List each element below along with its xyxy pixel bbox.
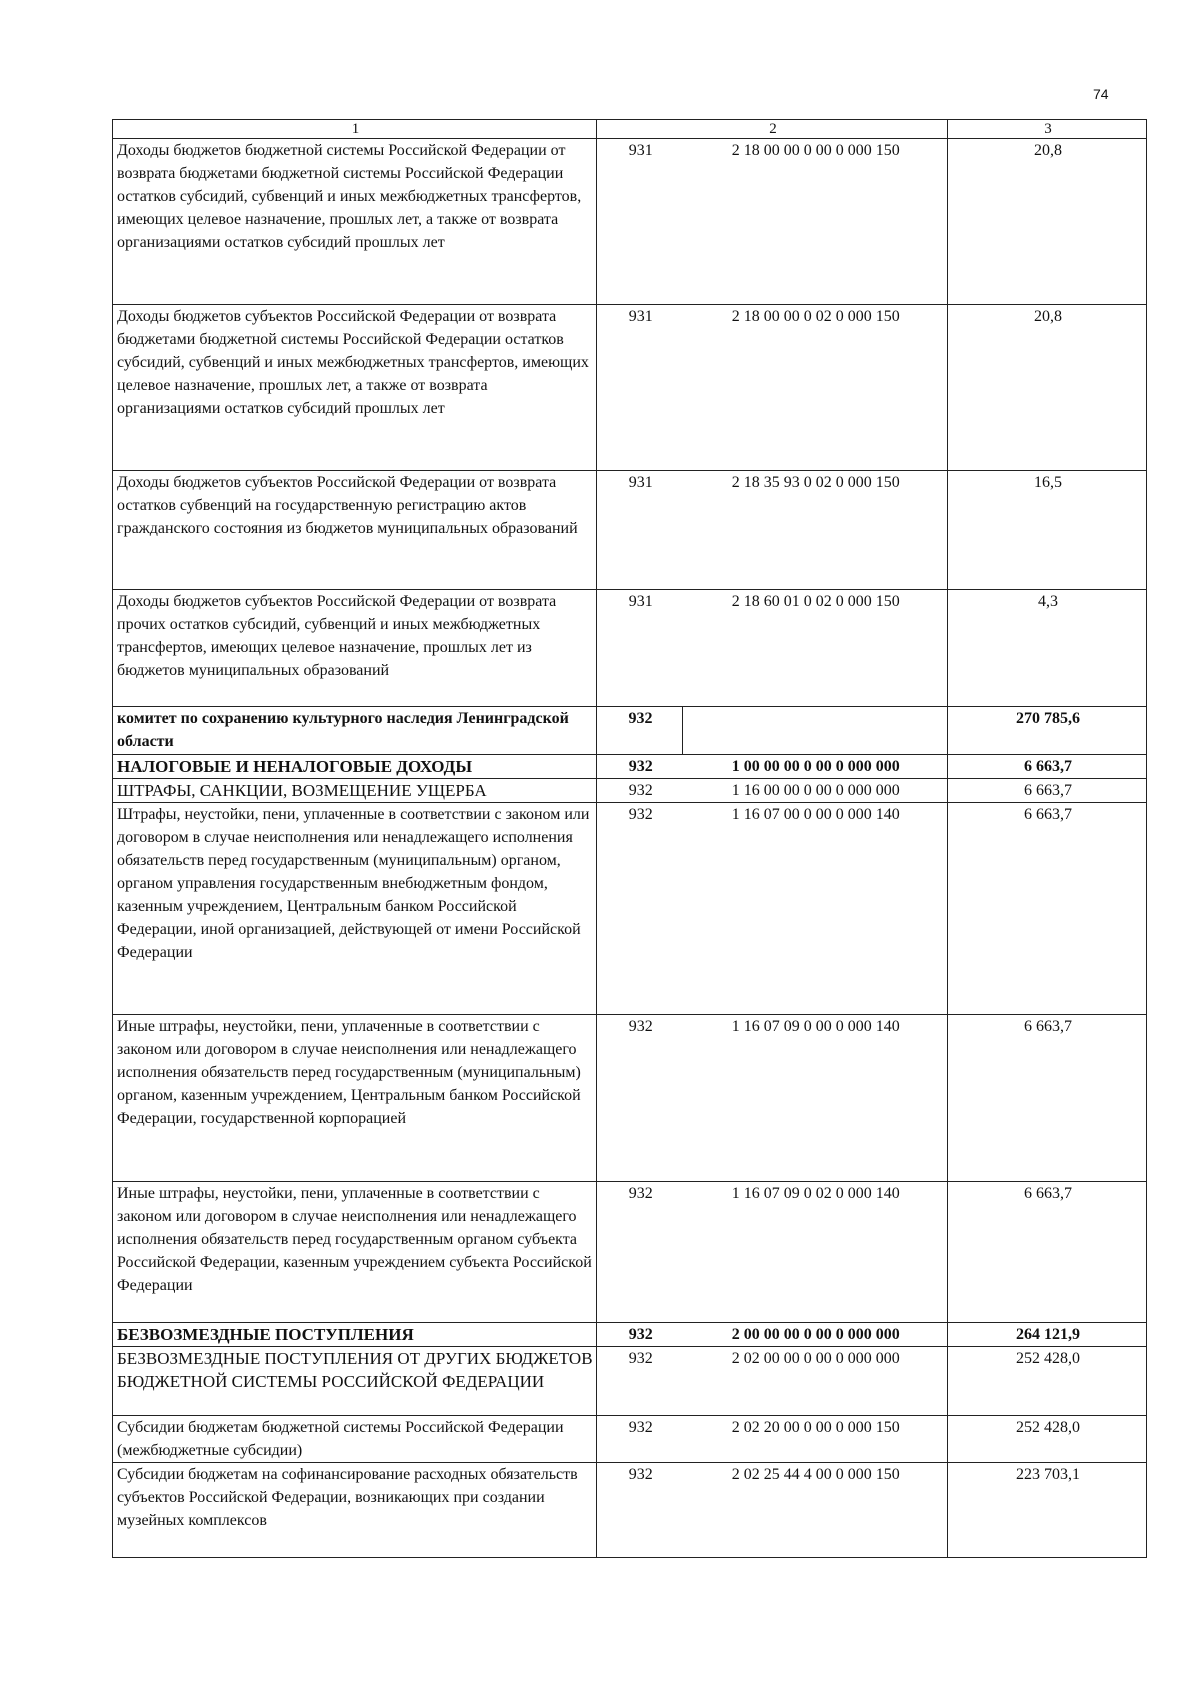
row-budget-code: 2 00 00 00 0 00 0 000 000 (683, 1323, 948, 1347)
row-budget-code (683, 707, 948, 755)
row-amount: 20,8 (948, 139, 1147, 305)
budget-revenue-table (112, 119, 1147, 1558)
row-amount: 6 663,7 (948, 779, 1147, 803)
row-description: НАЛОГОВЫЕ И НЕНАЛОГОВЫЕ ДОХОДЫ (113, 755, 597, 779)
table-row (113, 305, 1147, 471)
row-description: Штрафы, неустойки, пени, уплаченные в соответствии с законом или договором в случае неисполнения или ненадлежащего исполнения обязательств перед государственным (муниципальным) органом, органом управления государственным внебюджетным фондом, казенным учреждением, Центральным банком Российской Федерации, иной организацией, действующей от имени Российской Федерации (113, 803, 597, 1015)
row-amount: 252 428,0 (948, 1347, 1147, 1416)
row-description: Доходы бюджетов субъектов Российской Федерации от возврата остатков субвенций на государственную регистрацию актов гражданского состояния из бюджетов муниципальных образований (113, 471, 597, 590)
row-admin-code: 932 (597, 779, 683, 803)
row-amount: 20,8 (948, 305, 1147, 471)
row-description: комитет по сохранению культурного наследия Ленинградской области (113, 707, 597, 755)
table-row (113, 1416, 1147, 1463)
row-amount: 16,5 (948, 471, 1147, 590)
row-amount: 4,3 (948, 590, 1147, 707)
row-amount: 252 428,0 (948, 1416, 1147, 1463)
row-amount: 223 703,1 (948, 1463, 1147, 1558)
table-row (113, 1347, 1147, 1416)
row-description: Субсидии бюджетам на софинансирование расходных обязательств субъектов Российской Федерации, возникающих при создании музейных комплексов (113, 1463, 597, 1558)
row-amount: 6 663,7 (948, 1182, 1147, 1323)
header-col-2: 2 (597, 120, 948, 139)
row-description: Иные штрафы, неустойки, пени, уплаченные в соответствии с законом или договором в случае неисполнения или ненадлежащего исполнения обязательств перед государственным (муниципальным) органом, казенным учреждением, Центральным банком Российской Федерации, государственной корпорацией (113, 1015, 597, 1182)
row-amount: 264 121,9 (948, 1323, 1147, 1347)
page-number: 74 (1093, 86, 1109, 102)
row-description: БЕЗВОЗМЕЗДНЫЕ ПОСТУПЛЕНИЯ ОТ ДРУГИХ БЮДЖЕТОВ БЮДЖЕТНОЙ СИСТЕМЫ РОССИЙСКОЙ ФЕДЕРАЦИИ (113, 1347, 597, 1416)
row-description: Субсидии бюджетам бюджетной системы Российской Федерации (межбюджетные субсидии) (113, 1416, 597, 1463)
row-admin-code: 931 (597, 471, 683, 590)
row-description: Иные штрафы, неустойки, пени, уплаченные в соответствии с законом или договором в случае неисполнения или ненадлежащего исполнения обязательств перед государственным органом субъекта Российской Федерации, казенным учреждением субъекта Российской Федерации (113, 1182, 597, 1323)
row-budget-code: 2 18 60 01 0 02 0 000 150 (683, 590, 948, 707)
table-row (113, 1182, 1147, 1323)
row-admin-code: 931 (597, 139, 683, 305)
row-description: БЕЗВОЗМЕЗДНЫЕ ПОСТУПЛЕНИЯ (113, 1323, 597, 1347)
row-admin-code: 931 (597, 305, 683, 471)
row-amount: 6 663,7 (948, 803, 1147, 1015)
row-admin-code: 932 (597, 1463, 683, 1558)
row-admin-code: 932 (597, 1347, 683, 1416)
table-row (113, 471, 1147, 590)
table-header-row (113, 120, 1147, 139)
table-row (113, 1015, 1147, 1182)
row-description: Доходы бюджетов бюджетной системы Российской Федерации от возврата бюджетами бюджетной системы Российской Федерации остатков субсидий, субвенций и иных межбюджетных трансфертов, имеющих целевое назначение, прошлых лет, а также от возврата организациями остатков субсидий прошлых лет (113, 139, 597, 305)
table-row (113, 139, 1147, 305)
row-admin-code: 932 (597, 755, 683, 779)
row-description: ШТРАФЫ, САНКЦИИ, ВОЗМЕЩЕНИЕ УЩЕРБА (113, 779, 597, 803)
table-row (113, 779, 1147, 803)
row-amount: 6 663,7 (948, 755, 1147, 779)
row-budget-code: 2 02 00 00 0 00 0 000 000 (683, 1347, 948, 1416)
table-row (113, 590, 1147, 707)
row-budget-code: 1 00 00 00 0 00 0 000 000 (683, 755, 948, 779)
row-amount: 6 663,7 (948, 1015, 1147, 1182)
row-admin-code: 931 (597, 590, 683, 707)
row-admin-code: 932 (597, 1182, 683, 1323)
row-budget-code: 2 18 35 93 0 02 0 000 150 (683, 471, 948, 590)
row-admin-code: 932 (597, 803, 683, 1015)
row-budget-code: 1 16 00 00 0 00 0 000 000 (683, 779, 948, 803)
table-row (113, 803, 1147, 1015)
table-row (113, 1463, 1147, 1558)
header-col-3: 3 (948, 120, 1147, 139)
row-budget-code: 2 18 00 00 0 02 0 000 150 (683, 305, 948, 471)
table-row-section (113, 707, 1147, 755)
row-budget-code: 1 16 07 09 0 02 0 000 140 (683, 1182, 948, 1323)
row-budget-code: 2 18 00 00 0 00 0 000 150 (683, 139, 948, 305)
row-amount: 270 785,6 (948, 707, 1147, 755)
table-row-section (113, 1323, 1147, 1347)
row-description: Доходы бюджетов субъектов Российской Федерации от возврата бюджетами бюджетной системы Российской Федерации остатков субсидий, субвенций и иных межбюджетных трансфертов, имеющих целевое назначение, прошлых лет, а также от возврата организациями остатков субсидий прошлых лет (113, 305, 597, 471)
row-budget-code: 2 02 25 44 4 00 0 000 150 (683, 1463, 948, 1558)
row-budget-code: 2 02 20 00 0 00 0 000 150 (683, 1416, 948, 1463)
row-admin-code: 932 (597, 1015, 683, 1182)
table-row-section (113, 755, 1147, 779)
row-description: Доходы бюджетов субъектов Российской Федерации от возврата прочих остатков субсидий, субвенций и иных межбюджетных трансфертов, имеющих целевое назначение, прошлых лет из бюджетов муниципальных образований (113, 590, 597, 707)
header-col-1: 1 (113, 120, 597, 139)
row-admin-code: 932 (597, 707, 683, 755)
row-budget-code: 1 16 07 09 0 00 0 000 140 (683, 1015, 948, 1182)
row-admin-code: 932 (597, 1323, 683, 1347)
row-budget-code: 1 16 07 00 0 00 0 000 140 (683, 803, 948, 1015)
row-admin-code: 932 (597, 1416, 683, 1463)
